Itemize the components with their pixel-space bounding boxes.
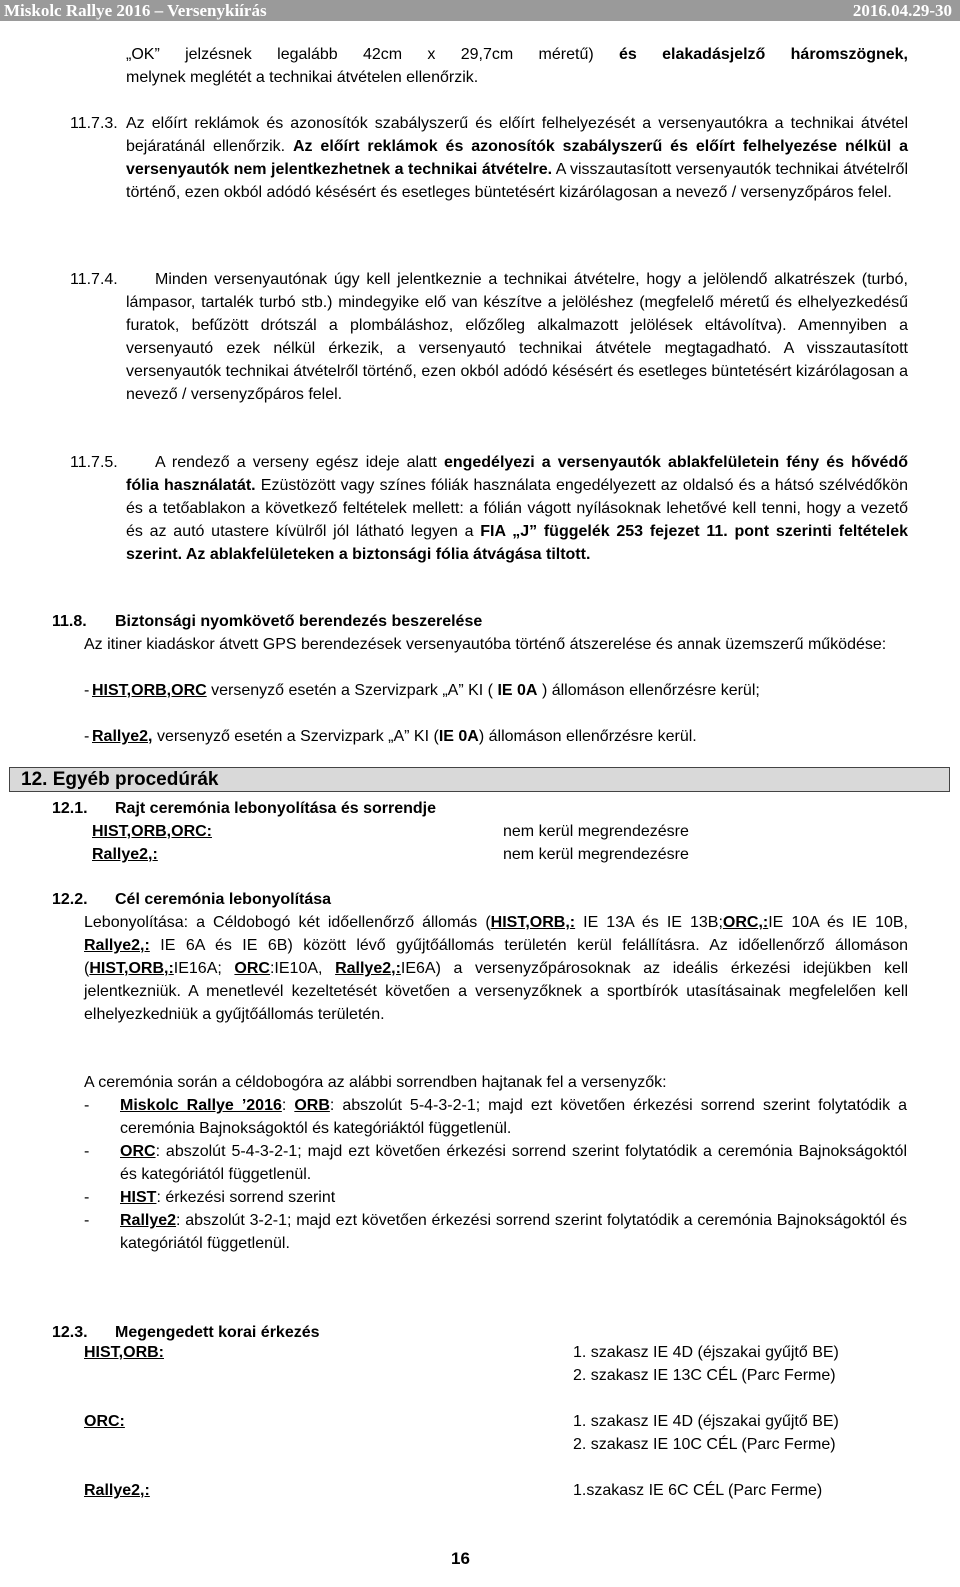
section-12-1-title: Rajt ceremónia lebonyolítása és sorrendje bbox=[115, 800, 437, 817]
start-ceremony-value-2: nem kerül megrendezésre bbox=[503, 846, 689, 863]
order-item-3: - HIST: érkezési sorrend szerint bbox=[84, 1189, 336, 1206]
start-ceremony-value-1: nem kerül megrendezésre bbox=[503, 823, 689, 840]
ok-paragraph-line2: melynek meglétét a technikai átvételen ellenőrzik. bbox=[126, 69, 479, 86]
page-number: 16 bbox=[451, 1549, 470, 1568]
section-11-7-3-text: Az előírt reklámok és azonosítók szabályszerű és előírt felhelyezését a versenyautókra a technikai átvétel bejáratánál ellenőrzik. Az előírt reklámok és azonosítók szabályszerű és előírt felhelyezése nélkül a versenyautók nem jelentkezhetnek a technikai átvételre. A visszautasított versenyautók technikai átvételről történő, ezen okból adódó késésért és esetleges büntetésért kizárólagosan a nevező / versenyzőpáros felel. bbox=[126, 115, 909, 201]
early-arrival-label-3: Rallye2,: bbox=[84, 1482, 150, 1499]
header-date: 2016.04.29-30 bbox=[852, 1, 952, 20]
section-11-7-4-text: Minden versenyautónak úgy kell jelentkeznie a technikai átvételre, hogy a jelölendő alkatrészek (turbó, lámpasor, tartalék turbó stb.) mindegyike elő van készítve a jelöléshez (megfelelő méretű és elhelyezkedésű furatok, befűzött drótszál a plombáláshoz, előzőleg alkalmazott jelölések eltávolítva). Amennyiben a versenyautó ezek nélkül érkezik, a versenyautó technikai átvétele megtagadható. A visszautasított versenyautók technikai átvételről történő, ezen okból adódó késésért és esetleges büntetésért kizárólagosan a nevező / versenyzőpáros felel. bbox=[126, 271, 908, 403]
early-arrival-label-1: HIST,ORB: bbox=[84, 1344, 164, 1361]
section-12-2-number: 12.2. bbox=[52, 891, 88, 908]
section-12-3-title: Megengedett korai érkezés bbox=[115, 1324, 320, 1341]
section-12-heading: 12. Egyéb procedúrák bbox=[9, 767, 950, 792]
section-11-8-intro: Az itiner kiadáskor átvett GPS berendezések versenyautóba történő átszerelése és annak üzemszerű működése: bbox=[84, 636, 887, 653]
order-item-2: - ORC: abszolút 5-4-3-2-1; majd ezt követően érkezési sorrend szerint folytatódik a ceremónia Bajnokságoktól és kategóriától függetlenül. bbox=[84, 1143, 907, 1183]
start-ceremony-label-2: Rallye2,: bbox=[92, 846, 158, 863]
section-12-3-number: 12.3. bbox=[52, 1324, 88, 1341]
early-arrival-value-1a: 1. szakasz IE 4D (éjszakai gyűjtő BE) bbox=[573, 1344, 839, 1361]
section-11-7-5-number: 11.7.5. bbox=[70, 454, 118, 471]
gps-bullet-1-dash: - bbox=[84, 682, 90, 699]
early-arrival-value-2b: 2. szakasz IE 10C CÉL (Parc Ferme) bbox=[573, 1436, 836, 1453]
early-arrival-value-1b: 2. szakasz IE 13C CÉL (Parc Ferme) bbox=[573, 1367, 836, 1384]
gps-bullet-1: HIST,ORB,ORC versenyző esetén a Szervizpark „A” KI ( IE 0A ) állomáson ellenőrzésre kerül; bbox=[92, 682, 760, 699]
page-header bbox=[0, 0, 960, 21]
early-arrival-value-3a: 1.szakasz IE 6C CÉL (Parc Ferme) bbox=[573, 1482, 823, 1499]
section-12-2-title: Cél ceremónia lebonyolítása bbox=[115, 891, 332, 908]
order-item-4: - Rallye2: abszolút 3-2-1; majd ezt követően érkezési sorrend szerint folytatódik a ceremónia Bajnokságoktól és kategóriától függetlenül. bbox=[84, 1212, 907, 1252]
finish-ceremony-order-intro: A ceremónia során a céldobogóra az alábbi sorrendben hajtanak fel a versenyzők: bbox=[84, 1074, 667, 1091]
start-ceremony-label-1: HIST,ORB,ORC: bbox=[92, 823, 212, 840]
header-title: Miskolc Rallye 2016 – Versenykiírás bbox=[4, 1, 267, 20]
gps-bullet-2-dash: - bbox=[84, 728, 90, 745]
ok-paragraph-line1: „OK” jelzésnek legalább 42cm x 29,7cm méretű) és elakadásjelző háromszögnek, bbox=[126, 46, 909, 63]
section-12-1-number: 12.1. bbox=[52, 800, 88, 817]
gps-bullet-2: Rallye2, versenyző esetén a Szervizpark „A” KI (IE 0A) állomáson ellenőrzésre kerül. bbox=[92, 728, 697, 745]
section-11-7-4-number: 11.7.4. bbox=[70, 271, 118, 288]
section-11-7-5-text: A rendező a verseny egész ideje alatt engedélyezi a versenyautók ablakfelületein fény és hővédő fólia használatát. Ezüstözött vagy színes fóliák használata engedélyezett az oldalsó és a hátsó szélvédőkön és a tetőablakon a következő feltételek mellett: a fólián vágott nyílásoknak lehetővé kell tenni, hogy a vezető és az autó utastere kívülről jól látható legyen a FIA „J” függelék 253 fejezet 11. pont szerinti feltételek szerint. Az ablakfelületeken a biztonsági fólia átvágása tiltott. bbox=[126, 454, 909, 563]
finish-ceremony-paragraph: Lebonyolítása: a Céldobogó két időellenőrző állomás (HIST,ORB,: IE 13A és IE 13B;ORC,:IE 10A és IE 10B, Rallye2,: IE 6A és IE 6B) között lévő gyűjtőállomás területén kerül felállításra. Az időellenőrző állomáson (HIST,ORB,:IE16A; ORC:IE10A, Rallye2,:IE6A) a versenyzőpárosoknak az ideális érkezési idejükben kell jelentkezniük. A menetlevél kezeltetését követően a versenyzőknek a sportbírók utasításainak megfelelően kell elhelyezkedniük a gyűjtőállomás területén. bbox=[84, 914, 909, 1023]
section-11-7-3-number: 11.7.3. bbox=[70, 115, 118, 132]
early-arrival-label-2: ORC: bbox=[84, 1413, 125, 1430]
early-arrival-value-2a: 1. szakasz IE 4D (éjszakai gyűjtő BE) bbox=[573, 1413, 839, 1430]
section-11-8-number: 11.8. bbox=[52, 613, 87, 630]
order-item-1: - Miskolc Rallye ’2016: ORB: abszolút 5-4-3-2-1; majd ezt követően érkezési sorrend szerint folytatódik a ceremónia Bajnokságoktól és kategóriáktól függetlenül. bbox=[84, 1097, 908, 1137]
section-11-8-title: Biztonsági nyomkövető berendezés beszerelése bbox=[115, 613, 483, 630]
